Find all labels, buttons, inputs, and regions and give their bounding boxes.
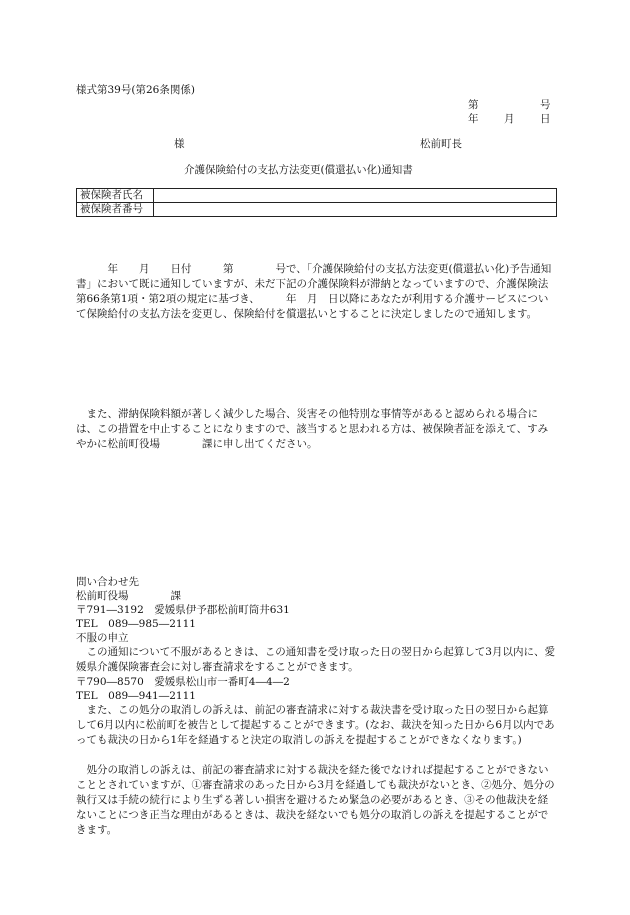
contact-address: 〒791―3192 愛媛県伊予郡松前町筒井631 xyxy=(76,604,290,616)
paragraph-notice: 年 月 日付 第 号で、「介護保険給付の支払方法変更(償還払い化)予告通知書」において既に通知していますが、未だ下記の介護保険料が滞納となっていますので、介護保険法第66条第1項・第2項の規定に基づき、 年 月 日以降にあなたが利用する介護サービスについて保険給付の支払方法を変更し、保険給付を償還払いとすることに決定しましたので通知します。 xyxy=(76,263,552,320)
contact-heading: 問い合わせ先 xyxy=(76,576,139,588)
appeal-text-review: この通知について不服があるときは、この通知書を受け取った日の翌日から起算して3月以内に、愛媛県介護保険審査会に対し審査請求をすることができます。 xyxy=(76,646,555,673)
table-row xyxy=(77,203,557,217)
insured-name-value xyxy=(154,189,557,203)
insured-number-label: 被保険者番号 xyxy=(77,203,154,217)
table-row xyxy=(77,189,557,203)
appeal-heading: 不服の申立 xyxy=(76,632,129,644)
doc-number-prefix: 第 xyxy=(468,99,479,111)
appeal-tel: TEL 089―941―2111 xyxy=(76,690,196,702)
addressee-suffix: 様 xyxy=(174,138,185,150)
date-year: 年 xyxy=(468,113,479,125)
appeal-text-lawsuit: また、この処分の取消しの訴えは、前記の審査請求に対する裁決書を受け取った日の翌日から起算して6月以内に松前町を被告として提起することができます。(なお、裁決を知った日から6月以内であっても裁決の日から1年を経過すると決定の取消しの訴えを提起することができなくなります。) xyxy=(76,704,555,746)
insured-info-table xyxy=(76,188,557,217)
date-day: 日 xyxy=(540,113,551,125)
insured-number-value xyxy=(154,203,557,217)
appeal-text-exceptions: 処分の取消しの訴えは、前記の審査請求に対する裁決を経た後でなければ提起することができないこととされていますが、①審査請求のあった日から3月を経過しても裁決がないとき、②処分、処分の執行又は手続の続行により生ずる著しい損害を避けるため緊急の必要があるとき、③その他裁決を経ないことにつき正当な理由があるときは、裁決を経ないでも処分の取消しの訴えを提起することができます。 xyxy=(76,764,555,836)
document-title: 介護保険給付の支払方法変更(償還払い化)通知書 xyxy=(184,164,413,176)
form-number: 様式第39号(第26条関係) xyxy=(76,84,195,96)
issuer: 松前町長 xyxy=(420,138,462,150)
date-month: 月 xyxy=(504,113,515,125)
contact-office: 松前町役場 課 xyxy=(76,590,181,602)
doc-number-suffix: 号 xyxy=(540,99,551,111)
contact-tel: TEL 089―985―2111 xyxy=(76,618,196,630)
paragraph-suspension: また、滞納保険料額が著しく減少した場合、災害その他特別な事情等があると認められる場合には、この措置を中止することになりますので、該当すると思われる方は、被保険者証を添えて、すみやかに松前町役場 課に申し出てください。 xyxy=(76,408,549,450)
insured-name-label: 被保険者氏名 xyxy=(77,189,154,203)
appeal-address: 〒790―8570 愛媛県松山市一番町4―4―2 xyxy=(76,676,290,688)
